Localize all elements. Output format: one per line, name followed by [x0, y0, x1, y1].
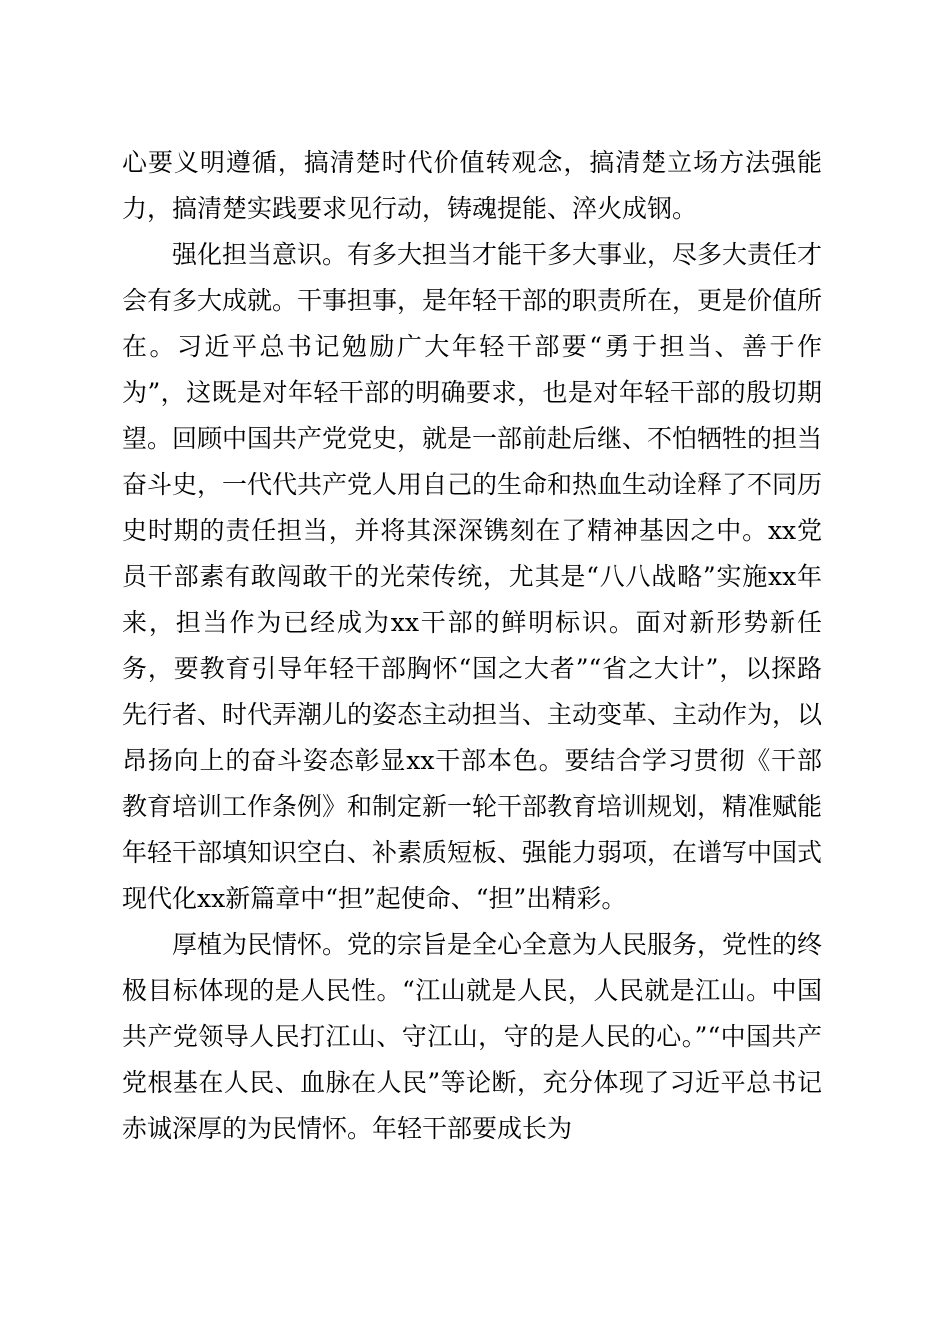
paragraph-strengthen-responsibility: 强化担当意识。有多大担当才能干多大事业，尽多大责任才会有多大成就。干事担事，是年轻干部的职责所在，更是价值所在。习近平总书记勉励广大年轻干部要“勇于担当、善于作为”，这既是对年轻干部的明确要求，也是对年轻干部的殷切期望。回顾中国共产党党史，就是一部前赴后继、不怕牺牲的担当奋斗史，一代代共产党人用自己的生命和热血生动诠释了不同历史时期的责任担当，并将其深深镌刻在了精神基因之中。xx党员干部素有敢闯敢干的光荣传统，尤其是“八八战略”实施xx年来，担当作为已经成为xx干部的鲜明标识。面对新形势新任务，要教育引导年轻干部胸怀“国之大者”“省之大计”，以探路先行者、时代弄潮儿的姿态主动担当、主动变革、主动作为，以昂扬向上的奋斗姿态彰显xx干部本色。要结合学习贯彻《干部教育培训工作条例》和制定新一轮干部教育培训规划，精准赋能年轻干部填知识空白、补素质短板、强能力弱项，在谱写中国式现代化xx新篇章中“担”起使命、“担”出精彩。 [122, 240, 823, 913]
paragraph-people-sentiment: 厚植为民情怀。党的宗旨是全心全意为人民服务，党性的终极目标体现的是人民性。“江山就是人民，人民就是江山。中国共产党领导人民打江山、守江山，守的是人民的心。”“中国共产党根基在人民、血脉在人民”等论断，充分体现了习近平总书记赤诚深厚的为民情怀。年轻干部要成长为 [122, 930, 823, 1143]
document-body [122, 140, 822, 1152]
paragraph-continuation: 心要义明遵循，搞清楚时代价值转观念，搞清楚立场方法强能力，搞清楚实践要求见行动，铸魂提能、淬火成钢。 [122, 148, 822, 223]
